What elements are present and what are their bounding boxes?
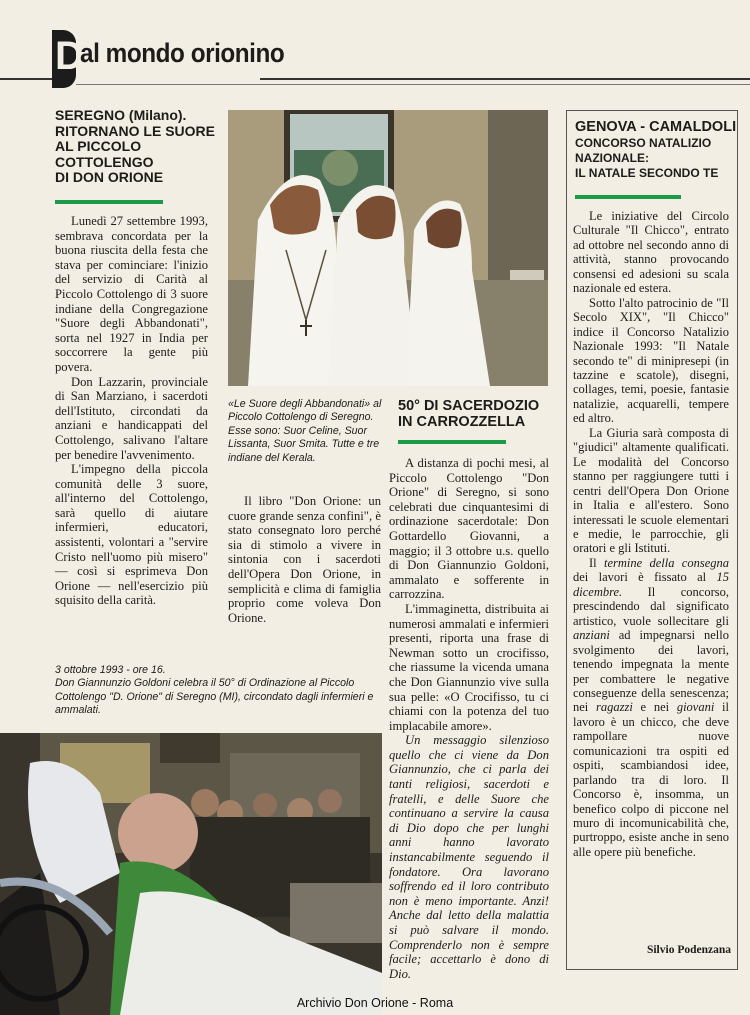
- photo-sisters: [228, 110, 548, 386]
- article3-italic-text: 15 dicembre.: [573, 570, 729, 599]
- section-header: [0, 0, 750, 100]
- article2-heading-line: IN CARROZZELLA: [398, 414, 526, 430]
- photo-celebration-image: [0, 733, 382, 1015]
- article3-heading: [575, 119, 735, 181]
- article2-paragraph-italic: Un messaggio silenzioso quello che ci viene da Don Giannunzio, che ci parla dei tanti religiosi, sacerdoti e fratelli, e delle Suore che continuano a servire la causa di Dio dopo che per lunghi anni hanno lavorato instancabilmente seguendo il fondatore. Ora lavorano soffrendo ed il loro contributo non è meno importante. Anzi! Anche dal letto della malattia si può salvare il mondo. Comprenderlo non è sempre facile; accettarlo è dono di Dio.: [389, 733, 549, 981]
- header-drop-letter-box: [52, 30, 84, 88]
- photo-celebration-caption-date: 3 ottobre 1993 - ore 16.: [55, 664, 166, 676]
- article3-italic-text: termine della consegna: [603, 555, 730, 570]
- article1-heading-line: RITORNANO LE SUORE: [55, 122, 215, 139]
- article3-paragraph: Sotto l'alto patrocinio de "Il Secolo XIX", "Il Chicco" indice il Concorso Natalizio Nazionale 1993: "Il Natale secondo te" di minipresepi (in tazzine e scatole), disegni, collages, temi, poesie, fantasie natalizie, acquarelli, tempere ed altro.: [573, 295, 729, 426]
- photo-celebration-caption: [55, 664, 385, 718]
- article3-italic-text: giovani: [676, 700, 715, 715]
- article3-text: Il concorso, prescindendo dal significato artistico, vuole sollecitare gli: [573, 584, 729, 628]
- article1-paragraph: Il libro "Don Orione: un cuore grande senza confini", è stato consegnato loro perché sia di stimolo a vivere in sintonia con i sacerdoti dell'Opera Don Orione, in semplicità e clima di famiglia proprio come voleva Don Orione.: [228, 494, 381, 625]
- header-rule-top: [0, 78, 52, 80]
- article2-heading-underline: [398, 440, 506, 444]
- article3-italic-text: anziani: [573, 628, 610, 643]
- photo-sisters-caption: «Le Suore degli Abbandonati» al Piccolo Cottolengo di Seregno. Esse sono: Suor Celine, Suor Lissanta, Suor Smita. Tutte e tre indiane del Kerala.: [228, 398, 382, 464]
- article3-text: ad impegnarsi nello svolgimento dei lavori, tenendo impegnata la mente per combattere le negative conseguenze della senescenza; nei: [573, 628, 729, 715]
- article3-paragraph: La Giuria sarà composta di "giudici" altamente qualificati. Le modalità del Concorso stanno per raggiungere tutti i centri dell'Opera Don Orione in Italia e all'estero. Sono interessati le scuole elementari e medie, le parrocchie, gli oratori e gli Istituti.: [573, 425, 729, 556]
- article1-column1: [55, 214, 208, 608]
- article3-paragraph: Le iniziative del Circolo Culturale "Il Chicco", entrato ad ottobre nel secondo anno di attività, stanno provocando consensi ed adesioni su scala nazionale ed estera.: [573, 209, 729, 296]
- article3-heading-line: IL NATALE SECONDO TE: [575, 166, 719, 180]
- article2-body: [389, 456, 549, 981]
- photo-celebration: [0, 733, 382, 1015]
- article3-text: Il: [589, 555, 604, 570]
- article1-heading-line: AL PICCOLO: [55, 138, 142, 154]
- article3-heading-line: NAZIONALE:: [575, 151, 649, 165]
- article1-paragraph: Lunedì 27 settembre 1993, sembrava concordata per la buona riuscita della festa che stava per cominciare: l'inizio del servizio di Carità al Piccolo Cottolengo di 3 suore indiane della Congregazione "Suore degli Abbandonati", sorta nel 1927 in India per soccorrere la gente più povera.: [55, 214, 208, 374]
- article3-body: [573, 209, 729, 859]
- article3-author: Silvio Podenzana: [646, 944, 731, 956]
- sidebar-box-genova: [566, 110, 738, 970]
- article1-heading: [55, 108, 225, 186]
- article3-text: dei lavori è fissato al: [573, 570, 717, 585]
- page-title: al mondo orionino: [80, 38, 285, 68]
- header-rule-right: [260, 78, 750, 80]
- article1-heading-line: COTTOLENGO: [55, 153, 154, 170]
- header-drop-letter: D: [55, 34, 84, 78]
- article1-column2: [228, 494, 381, 625]
- photo-celebration-caption-text: Don Giannunzio Goldoni celebra il 50° di Ordinazione al Piccolo Cottolengo "D. Orione" di Seregno (MI), circondato dagli infermieri e ammalati.: [55, 677, 374, 717]
- article1-paragraph: Don Lazzarin, provinciale di San Marziano, i sacerdoti dell'Istituto, circondati da anziani e handicappati del Cottolengo, salivano l'altare per benedire l'avvenimento.: [55, 374, 208, 462]
- article3-heading-line: CONCORSO NATALIZIO: [575, 136, 712, 150]
- article3-text: e nei: [632, 700, 677, 715]
- photo-sisters-image: [228, 110, 548, 386]
- article2-paragraph: A distanza di pochi mesi, al Piccolo Cottolengo "Don Orione" di Seregno, si sono celebrati due cinquantesimi di ordinazione sacerdotale: Don Gottardello Giovanni, a maggio; il 3 ottobre u.s. quello di Don Giannunzio Goldoni, ammalato e sofferente in carrozzina.: [389, 456, 549, 602]
- article3-heading-main: GENOVA - CAMALDOLI: [575, 119, 737, 135]
- article3-italic-text: ragazzi: [596, 700, 633, 715]
- article1-heading-line: SEREGNO (Milano).: [55, 107, 187, 123]
- article2-heading: [398, 398, 548, 430]
- article3-heading-underline: [575, 195, 681, 199]
- article2-paragraph: L'immaginetta, distribuita ai numerosi ammalati e infermieri presenti, riporta una frase di Newman sotto un crocifisso, che riassume la vicenda umana che Don Giannunzio vive sulla sua pelle: «O Crocifisso, tu ci chiami con la potenza del tuo implacabile amore».: [389, 601, 549, 733]
- footer-archive-credit: Archivio Don Orione - Roma: [296, 996, 454, 1010]
- article1-heading-line: DI DON ORIONE: [55, 169, 164, 185]
- article3-paragraph: [573, 556, 729, 860]
- article1-heading-underline: [55, 200, 163, 204]
- article2-heading-line: 50° DI SACERDOZIO: [398, 398, 540, 414]
- header-rule-thin: [76, 84, 750, 85]
- article1-paragraph: L'impegno della piccola comunità delle 3 suore, all'interno del Cottolengo, sarà quello di aiutare infermieri, educatori, assistenti, volontari a "servire Cristo nell'uomo più misero" — così si esprimeva Don Orione — nell'esercizio più squisito della carità.: [55, 462, 208, 608]
- article3-text: il lavoro è un chicco, che deve rampollare nuove comunicazioni tra ospiti ed ospiti, scambiandosi idee, parlando tra di loro. Il Concorso è, insomma, un benefico colpo di piccone nel muro di incomunicabilità che, purtroppo, esiste anche in seno alle opere più benefiche.: [573, 700, 729, 859]
